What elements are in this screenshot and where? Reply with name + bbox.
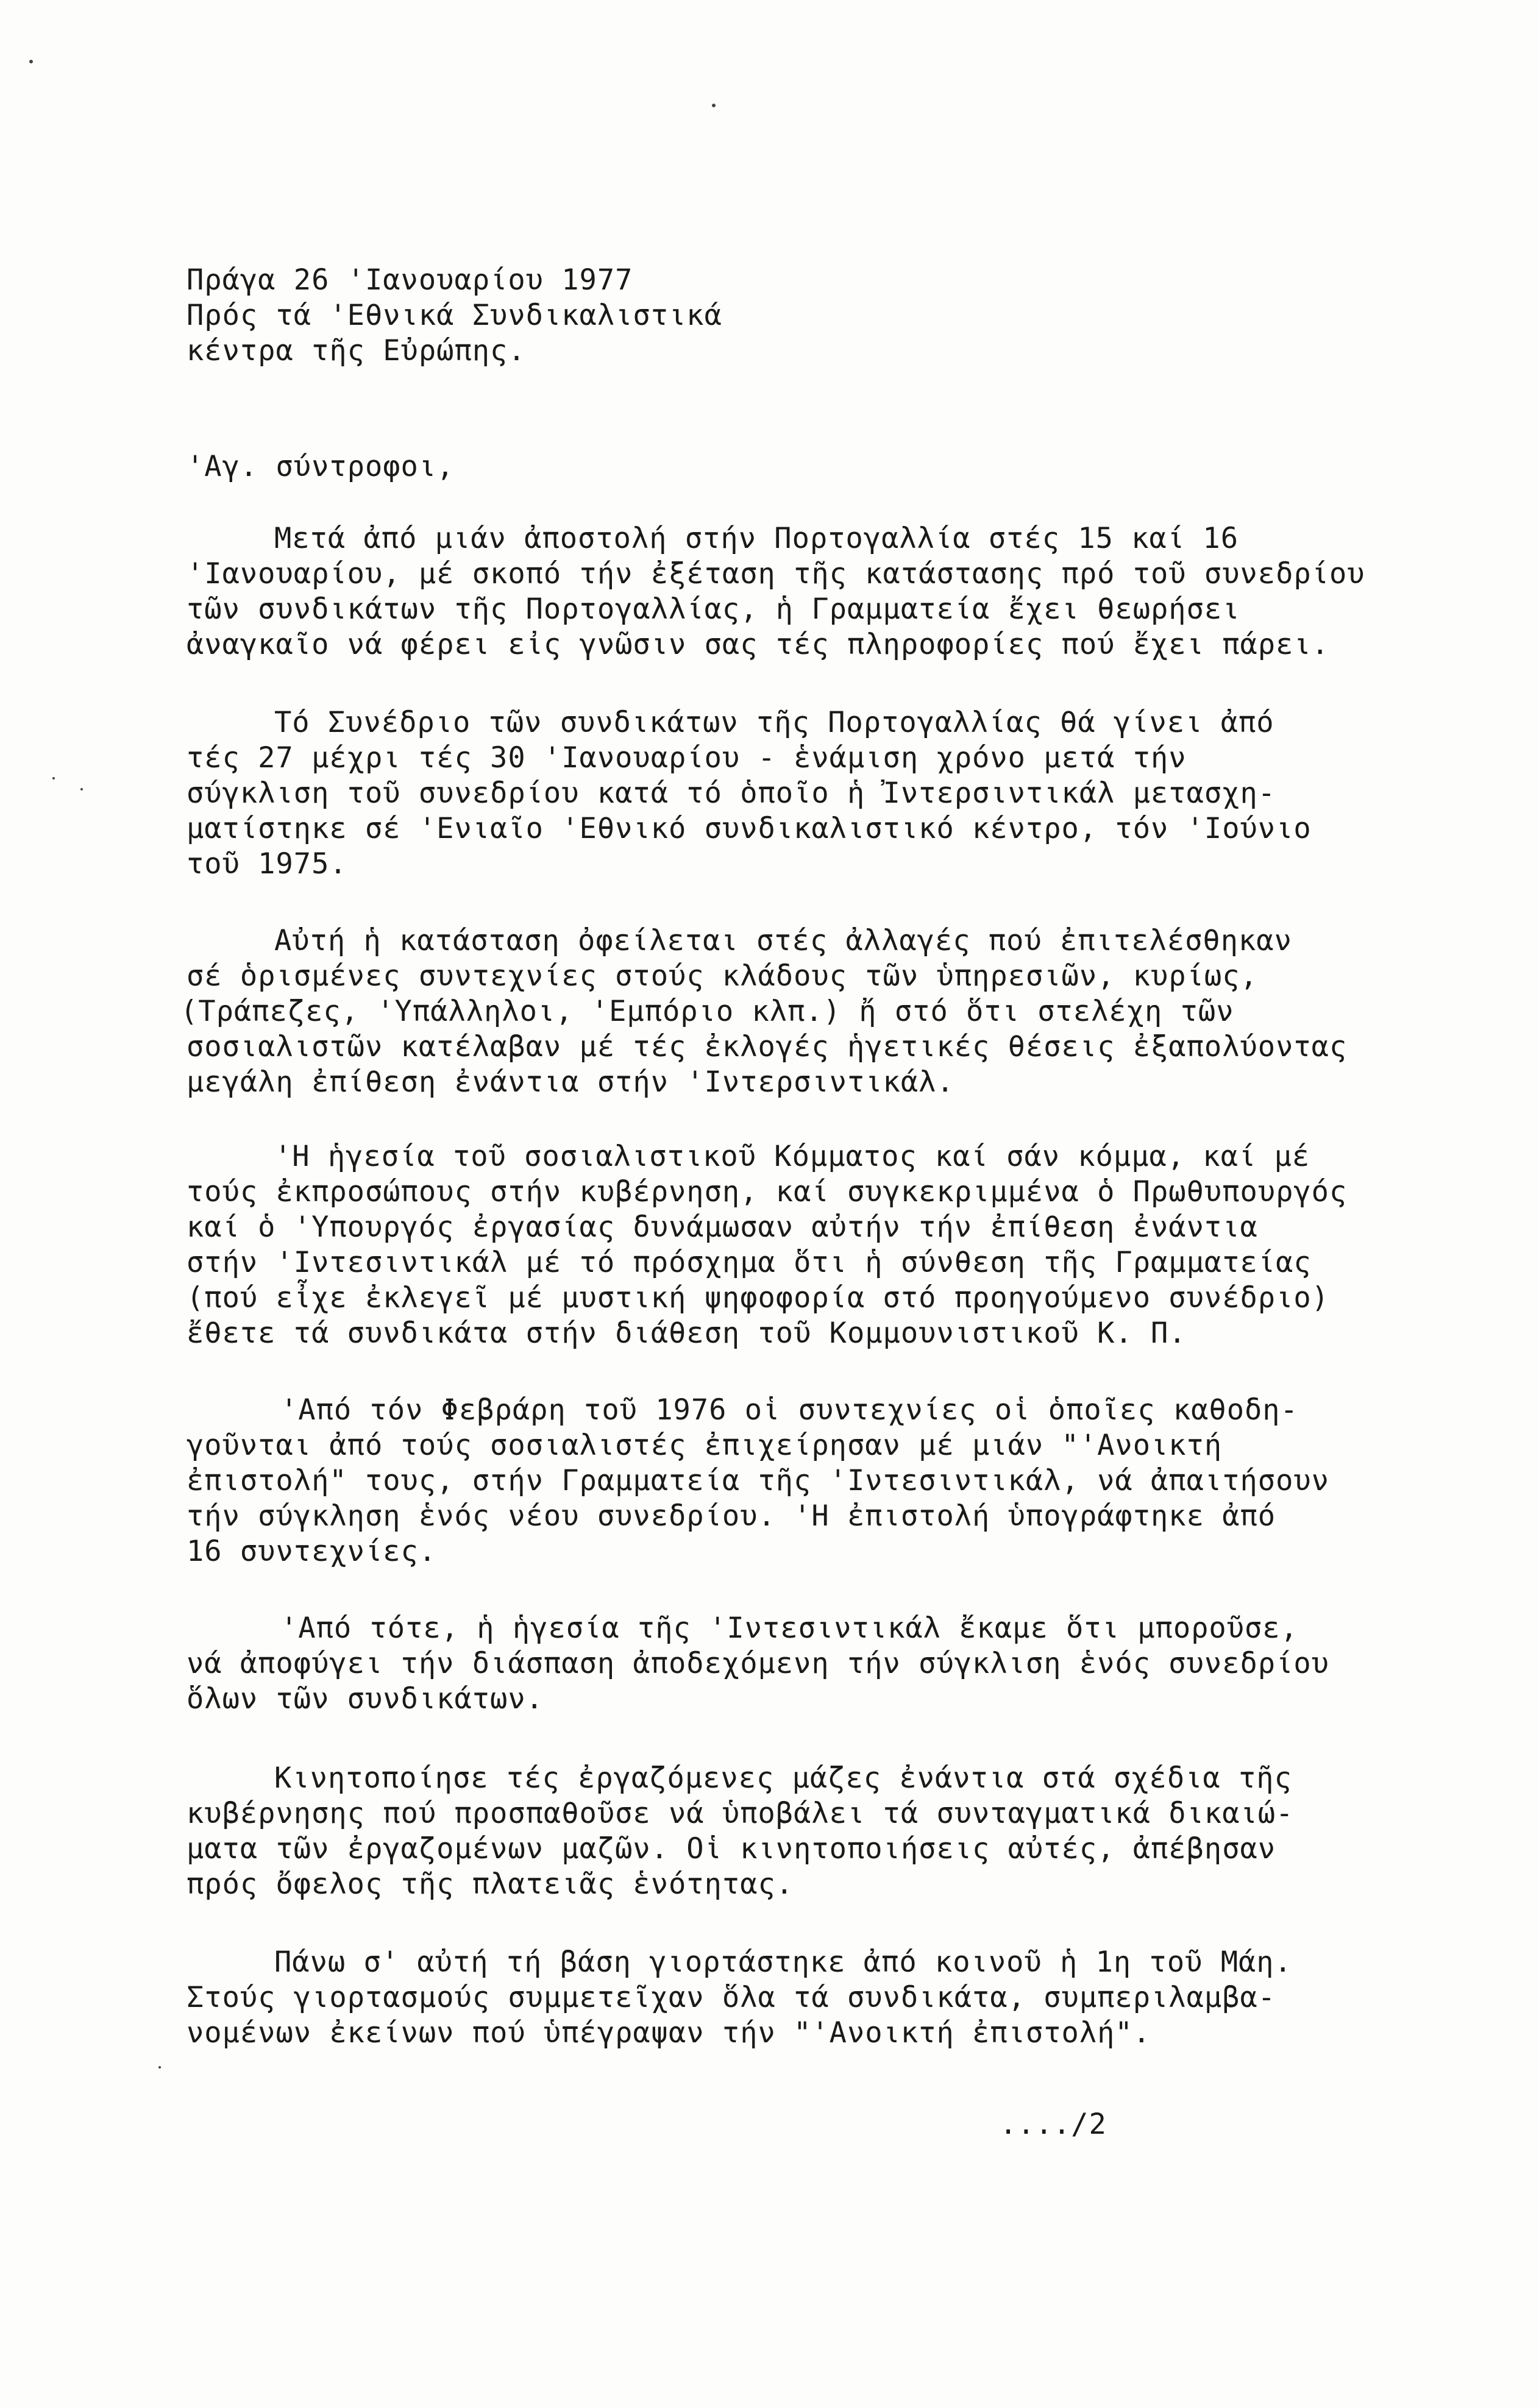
dateline: Πράγα 26 'Ιανουαρίου 1977 [187,263,633,297]
paragraph-line: ἀναγκαῖο νά φέρει εἰς γνῶσιν σας τές πληροφορίες πού ἔχει πάρει. [187,628,1329,661]
paragraph-line: ματίστηκε σέ 'Ενιαῖο 'Εθνικό συνδικαλιστικό κέντρο, τόν 'Ιούνιο [187,812,1312,845]
recipient-line-1: Πρός τά 'Εθνικά Συνδικαλιστικά [187,299,722,332]
paragraph-line: ὅλων τῶν συνδικάτων. [187,1682,544,1716]
paragraph-line: ἔθετε τά συνδικάτα στήν διάθεση τοῦ Κομμουνιστικοῦ Κ. Π. [187,1316,1187,1350]
paragraph-line: 'Ιανουαρίου, μέ σκοπό τήν ἐξέταση τῆς κατάστασης πρό τοῦ συνεδρίου [187,557,1365,591]
recipient-line-2: κέντρα τῆς Εὐρώπης. [187,334,526,368]
paragraph-line: Μετά ἀπό μιάν ἀποστολή στήν Πορτογαλλία στές 15 καί 16 [274,522,1239,555]
paragraph-line: Αὐτή ἡ κατάσταση ὀφείλεται στές ἀλλαγές πού ἐπιτελέσθηκαν [274,924,1292,957]
paragraph-line: πρός ὄφελος τῆς πλατειᾶς ἑνότητας. [187,1867,794,1901]
paragraph-line: Στούς γιορτασμούς συμμετεῖχαν ὅλα τά συνδικάτα, συμπεριλαμβα- [187,1981,1276,2014]
paragraph-line: τῶν συνδικάτων τῆς Πορτογαλλίας, ἡ Γραμματεία ἔχει θεωρήσει [187,592,1240,626]
paragraph-line: (πού εἶχε ἐκλεγεῖ μέ μυστική ψηφοφορία στό προηγούμενο συνέδριο) [187,1281,1329,1315]
page-continuation-marker: ..../2 [1000,2108,1107,2141]
paragraph-line: γοῦνται ἀπό τούς σοσιαλιστές ἐπιχείρησαν μέ μιάν "'Ανοικτή [187,1429,1223,1462]
paragraph-line: κυβέρνησης πού προσπαθοῦσε νά ὑποβάλει τά συνταγματικά δικαιώ- [187,1797,1294,1830]
scan-speck [712,104,716,107]
paragraph-line: τές 27 μέχρι τές 30 'Ιανουαρίου - ἑνάμιση χρόνο μετά τήν [187,741,1187,775]
paragraph-line: 'Από τόν Φεβράρη τοῦ 1976 οἱ συντεχνίες οἱ ὁποῖες καθοδη- [280,1393,1298,1427]
salutation: 'Αγ. σύντροφοι, [187,450,455,483]
paragraph-line: 'Η ἡγεσία τοῦ σοσιαλιστικοῦ Κόμματος καί σάν κόμμα, καί μέ [274,1140,1310,1173]
paragraph-line: (Τράπεζες, 'Υπάλληλοι, 'Εμπόριο κλπ.) ἤ στό ὅτι στελέχη τῶν [180,995,1234,1028]
paragraph-line: καί ὁ 'Υπουργός ἐργασίας δυνάμωσαν αὐτήν τήν ἐπίθεση ἐνάντια [187,1210,1258,1244]
paragraph-line: τούς ἐκπροσώπους στήν κυβέρνηση, καί συγκεκριμμένα ὁ Πρωθυπουργός [187,1175,1348,1209]
paragraph-line: τοῦ 1975. [187,847,347,881]
paragraph-line: ματα τῶν ἐργαζομένων μαζῶν. Οἱ κινητοποιήσεις αὐτές, ἀπέβησαν [187,1832,1276,1866]
paragraph-line: σέ ὁρισμένες συντεχνίες στούς κλάδους τῶν ὑπηρεσιῶν, κυρίως, [187,959,1258,993]
paragraph-line: νά ἀποφύγει τήν διάσπαση ἀποδεχόμενη τήν σύγκλιση ἑνός συνεδρίου [187,1647,1329,1680]
paragraph-line: Τό Συνέδριο τῶν συνδικάτων τῆς Πορτογαλλίας θά γίνει ἀπό [274,706,1274,739]
scan-speck [52,777,55,780]
paragraph-line: σύγκλιση τοῦ συνεδρίου κατά τό ὁποῖο ἡ Ἰντερσιντικάλ μετασχη- [187,776,1276,810]
paragraph-line: Κινητοποίησε τές ἐργαζόμενες μάζες ἐνάντια στά σχέδια τῆς [274,1761,1292,1795]
paragraph-line: 'Από τότε, ἡ ἡγεσία τῆς 'Ιντεσιντικάλ ἔκαμε ὅτι μποροῦσε, [280,1611,1298,1645]
paragraph-line: στήν 'Ιντεσιντικάλ μέ τό πρόσχημα ὅτι ἡ σύνθεση τῆς Γραμματείας [187,1246,1312,1279]
paragraph-line: σοσιαλιστῶν κατέλαβαν μέ τές ἐκλογές ἡγετικές θέσεις ἐξαπολύοντας [187,1030,1348,1064]
paragraph-line: 16 συντεχνίες. [187,1535,437,1568]
scan-speck [29,60,33,63]
scan-speck [158,2066,161,2069]
scan-speck [80,788,83,790]
paragraph-line: τήν σύγκληση ἑνός νέου συνεδρίου. 'Η ἐπιστολή ὑπογράφτηκε ἀπό [187,1499,1276,1533]
paragraph-line: μεγάλη ἐπίθεση ἐνάντια στήν 'Ιντερσιντικάλ. [187,1065,954,1099]
paragraph-line: ἐπιστολή" τους, στήν Γραμματεία τῆς 'Ιντεσιντικάλ, νά ἀπαιτήσουν [187,1464,1329,1497]
paragraph-line: νομένων ἐκείνων πού ὑπέγραψαν τήν "'Ανοικτή ἐπιστολή". [187,2016,1151,2050]
paragraph-line: Πάνω σ' αὐτή τή βάση γιορτάστηκε ἀπό κοινοῦ ἡ 1η τοῦ Μάη. [274,1945,1292,1979]
